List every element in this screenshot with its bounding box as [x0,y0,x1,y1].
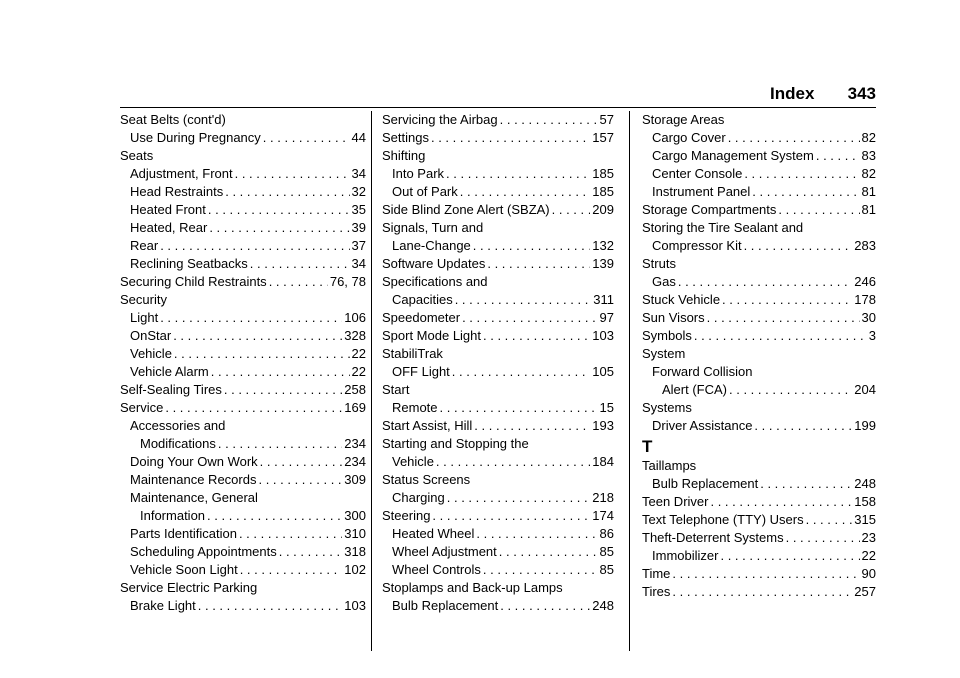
dot-leader [174,345,350,363]
dot-leader [263,129,350,147]
page-reference: 82 [861,166,876,181]
entry-label: Start [382,382,410,397]
entry-label: Sun Visors [642,310,705,325]
page-reference: 34 [351,166,366,181]
index-subentry [382,183,614,201]
index-subentry [382,237,614,255]
index-subentry [120,327,366,345]
index-entry [382,147,614,165]
dot-leader [778,201,859,219]
index-entry [120,111,366,129]
entry-label: Bulb Replacement [652,476,759,491]
dot-leader [806,511,853,529]
index-entry [382,255,614,273]
page-reference: 184 [592,454,614,469]
index-entry [382,435,614,453]
index-entry [382,579,614,597]
entry-label: Signals, Turn and [382,220,484,235]
index-subentry [382,165,614,183]
page-reference: 3 [868,328,876,343]
index-entry [642,493,876,511]
entry-label: Adjustment, Front [130,166,233,181]
page-reference: 32 [351,184,366,199]
entry-label: OnStar [130,328,172,343]
entry-label: Systems [642,400,692,415]
entry-label: Head Restraints [130,184,224,199]
index-entry [120,273,366,291]
index-subentry [642,381,876,399]
index-entry [642,511,876,529]
index-subentry [642,237,876,255]
entry-label: Wheel Adjustment [392,544,497,559]
entry-label: Out of Park [392,184,458,199]
page-reference: 300 [344,508,366,523]
entry-label: Instrument Panel [652,184,751,199]
page-reference: 246 [854,274,876,289]
entry-label: Status Screens [382,472,471,487]
dot-leader [720,547,859,565]
index-subentry [120,597,366,615]
entry-label: Parts Identification [130,526,237,541]
index-subentry [382,399,614,417]
dot-leader [760,475,852,493]
entry-label: Seats [120,148,154,163]
header-rule [120,107,876,108]
entry-label: Start Assist, Hill [382,418,473,433]
page-header [742,84,876,104]
dot-leader [432,507,590,525]
page-reference: 39 [351,220,366,235]
index-entry [120,291,366,309]
dot-leader [672,565,859,583]
index-entry [642,111,876,129]
dot-leader [473,237,591,255]
page-reference: 318 [344,544,366,559]
page-reference: 37 [351,238,366,253]
dot-leader [218,435,342,453]
page-reference: 185 [592,184,614,199]
entry-label: Wheel Controls [392,562,481,577]
dot-leader [786,529,860,547]
entry-label: Storage Areas [642,112,725,127]
dot-leader [722,291,852,309]
page-reference: 34 [351,256,366,271]
entry-label: Accessories and [130,418,226,433]
index-subentry [120,507,366,525]
dot-leader [209,219,349,237]
index-entry [642,565,876,583]
page-reference: 76, 78 [329,274,366,289]
index-subentry [120,165,366,183]
dot-leader [173,327,342,345]
entry-label: Struts [642,256,676,271]
index-subentry [642,417,876,435]
entry-label: Center Console [652,166,743,181]
page-reference: 209 [592,202,614,217]
page-reference: 234 [344,436,366,451]
index-subentry [120,255,366,273]
index-entry [382,111,614,129]
index-entry [120,399,366,417]
entry-label: Storage Compartments [642,202,777,217]
index-entry [642,399,876,417]
page-reference: 311 [593,292,614,307]
entry-label: Cargo Management System [652,148,814,163]
entry-label: Symbols [642,328,692,343]
dot-leader [462,309,597,327]
index-subentry [642,129,876,147]
entry-label: Securing Child Restraints [120,274,267,289]
page-reference: 310 [344,526,366,541]
entry-label: Service Electric Parking [120,580,258,595]
page-reference: 81 [861,202,876,217]
page-reference: 199 [854,418,876,433]
page-reference: 258 [344,382,366,397]
entry-label: Text Telephone (TTY) Users [642,512,804,527]
page-reference: 82 [861,130,876,145]
dot-leader [436,453,590,471]
page-reference: 105 [592,364,614,379]
dot-leader [160,237,349,255]
entry-label: Heated Wheel [392,526,475,541]
index-subentry [120,201,366,219]
page-reference: 234 [344,454,366,469]
index-entry [382,417,614,435]
page-reference: 218 [592,490,614,505]
page-reference: 22 [351,346,366,361]
entry-label: Maintenance Records [130,472,257,487]
dot-leader [754,417,852,435]
page-reference: 185 [592,166,614,181]
index-entry [382,219,614,237]
entry-label: Software Updates [382,256,486,271]
index-subentry [642,165,876,183]
dot-leader [165,399,342,417]
index-subentry [120,543,366,561]
dot-leader [239,525,342,543]
page-reference: 83 [861,148,876,163]
index-subentry [120,561,366,579]
page-reference: 328 [344,328,366,343]
page-reference: 157 [592,130,614,145]
index-subentry [642,363,876,381]
entry-label: Cargo Cover [652,130,726,145]
index-subentry [382,561,614,579]
index-subentry [120,219,366,237]
dot-leader [446,165,590,183]
dot-leader [483,561,598,579]
dot-leader [269,273,328,291]
entry-label: Starting and Stopping the [382,436,529,451]
entry-label: Time [642,566,671,581]
index-entry [382,201,614,219]
page-reference: 248 [854,476,876,491]
entry-label: Bulb Replacement [392,598,499,613]
dot-leader [447,489,591,507]
dot-leader [208,201,350,219]
page-number: 343 [847,84,876,103]
index-subentry [120,237,366,255]
index-entry [382,471,614,489]
entry-label: Vehicle [392,454,434,469]
entry-label: Taillamps [642,458,697,473]
entry-label: Steering [382,508,431,523]
index-entry [382,381,614,399]
page-reference: 315 [854,512,876,527]
index-entry [382,309,614,327]
index-subentry [120,435,366,453]
entry-label: Light [130,310,159,325]
page-reference: 103 [592,328,614,343]
page-reference: 106 [344,310,366,325]
page-reference: 86 [599,526,614,541]
entry-label: Stuck Vehicle [642,292,721,307]
index-entry [642,345,876,363]
dot-leader [707,309,860,327]
entry-label: Sport Mode Light [382,328,482,343]
entry-label: Self-Sealing Tires [120,382,222,397]
column-divider-1 [371,111,372,651]
dot-leader [431,129,590,147]
index-entry [642,457,876,475]
dot-leader [260,453,343,471]
dot-leader [250,255,350,273]
dot-leader [499,543,598,561]
entry-label: Forward Collision [652,364,753,379]
index-subentry [382,543,614,561]
index-subentry [120,345,366,363]
dot-leader [225,183,349,201]
dot-leader [500,111,598,129]
page-reference: 15 [599,400,614,415]
index-entry [120,147,366,165]
entry-label: Storing the Tire Sealant and [642,220,804,235]
dot-leader [816,147,860,165]
entry-label: Shifting [382,148,426,163]
column-divider-2 [629,111,630,651]
page-reference: 57 [599,112,614,127]
entry-label: Brake Light [130,598,196,613]
entry-label: Servicing the Airbag [382,112,498,127]
dot-leader [240,561,343,579]
page-reference: 90 [861,566,876,581]
index-entry [642,219,876,237]
dot-leader [474,417,590,435]
page-reference: 44 [351,130,366,145]
entry-label: Driver Assistance [652,418,753,433]
page-reference: 23 [861,530,876,545]
dot-leader [678,273,852,291]
page-reference: 103 [344,598,366,613]
index-entry [120,579,366,597]
page-title: Index [770,84,815,103]
index-subentry [120,489,366,507]
index-entry [642,529,876,547]
index-subentry [642,147,876,165]
entry-label: Rear [130,238,159,253]
page-reference: 85 [599,544,614,559]
dot-leader [752,183,859,201]
entry-label: Gas [652,274,676,289]
entry-label: Service [120,400,164,415]
entry-label: Remote [392,400,438,415]
index-entry [642,327,876,345]
entry-label: Vehicle Alarm [130,364,209,379]
dot-leader [483,327,590,345]
index-subentry [120,471,366,489]
entry-label: StabiliTrak [382,346,443,361]
entry-label: Specifications and [382,274,488,289]
page-reference: 22 [351,364,366,379]
dot-leader [500,597,590,615]
page-reference: 22 [861,548,876,563]
index-column-3 [642,111,876,601]
page-reference: 81 [861,184,876,199]
page-reference: 97 [599,310,614,325]
dot-leader [235,165,350,183]
index-entry [642,583,876,601]
entry-label: Lane-Change [392,238,471,253]
entry-label: Information [140,508,206,523]
page-reference: 257 [854,584,876,599]
index-subentry [642,475,876,493]
dot-leader [744,165,859,183]
index-entry [382,327,614,345]
entry-label: Settings [382,130,429,145]
dot-leader [258,471,342,489]
index-entry [642,291,876,309]
page-reference: 283 [854,238,876,253]
entry-label: Into Park [392,166,445,181]
entry-label: Seat Belts (cont'd) [120,112,226,127]
index-subentry [382,489,614,507]
dot-leader [694,327,867,345]
dot-leader [455,291,592,309]
entry-label: Security [120,292,167,307]
entry-label: Doing Your Own Work [130,454,258,469]
dot-leader [476,525,597,543]
page-reference: 169 [344,400,366,415]
index-subentry [382,291,614,309]
dot-leader [160,309,342,327]
entry-label: Immobilizer [652,548,719,563]
page-reference: 85 [599,562,614,577]
entry-label: Maintenance, General [130,490,258,505]
entry-label: Vehicle [130,346,172,361]
entry-label: Capacities [392,292,453,307]
entry-label: Compressor Kit [652,238,742,253]
entry-label: Vehicle Soon Light [130,562,238,577]
index-subentry [642,183,876,201]
entry-label: Heated, Rear [130,220,208,235]
index-subentry [120,417,366,435]
page-reference: 102 [344,562,366,577]
page-reference: 248 [592,598,614,613]
index-subentry [120,453,366,471]
dot-leader [672,583,852,601]
page-reference: 158 [854,494,876,509]
page-reference: 139 [592,256,614,271]
index-subentry [120,363,366,381]
dot-leader [224,381,342,399]
dot-leader [728,129,860,147]
index-entry [382,507,614,525]
dot-leader [460,183,591,201]
index-subentry [382,597,614,615]
index-subentry [120,525,366,543]
index-subentry [642,547,876,565]
dot-leader [279,543,343,561]
entry-label: Theft-Deterrent Systems [642,530,784,545]
dot-leader [729,381,852,399]
page-reference: 309 [344,472,366,487]
index-subentry [382,525,614,543]
index-column-2 [382,111,614,615]
index-subentry [382,363,614,381]
entry-label: Charging [392,490,445,505]
page-reference: 132 [592,238,614,253]
entry-label: Use During Pregnancy [130,130,261,145]
entry-label: Speedometer [382,310,461,325]
entry-label: Side Blind Zone Alert (SBZA) [382,202,550,217]
dot-leader [744,237,853,255]
entry-label: Reclining Seatbacks [130,256,248,271]
index-subentry [120,183,366,201]
index-entry [382,273,614,291]
entry-label: Scheduling Appointments [130,544,277,559]
dot-leader [207,507,342,525]
page-reference: 35 [351,202,366,217]
entry-label: Teen Driver [642,494,709,509]
index-entry [382,129,614,147]
entry-label: Tires [642,584,671,599]
dot-leader [487,255,590,273]
dot-leader [452,363,591,381]
section-letter: T [642,437,653,456]
page-reference: 193 [592,418,614,433]
dot-leader [710,493,852,511]
page-reference: 204 [854,382,876,397]
page-reference: 30 [861,310,876,325]
dot-leader [211,363,350,381]
index-column-1 [120,111,366,615]
index-entry [120,381,366,399]
dot-leader [198,597,343,615]
dot-leader [552,201,591,219]
index-subentry [382,453,614,471]
index-entry [382,345,614,363]
index-entry [642,309,876,327]
index-subentry [642,273,876,291]
page-reference: 178 [854,292,876,307]
entry-label: Alert (FCA) [662,382,727,397]
index-subentry [120,309,366,327]
page-reference: 174 [592,508,614,523]
index-subentry [120,129,366,147]
index-entry [642,201,876,219]
entry-label: Stoplamps and Back-up Lamps [382,580,563,595]
entry-label: System [642,346,686,361]
entry-label: Heated Front [130,202,206,217]
entry-label: OFF Light [392,364,450,379]
entry-label: Modifications [140,436,216,451]
dot-leader [440,399,598,417]
index-entry [642,255,876,273]
